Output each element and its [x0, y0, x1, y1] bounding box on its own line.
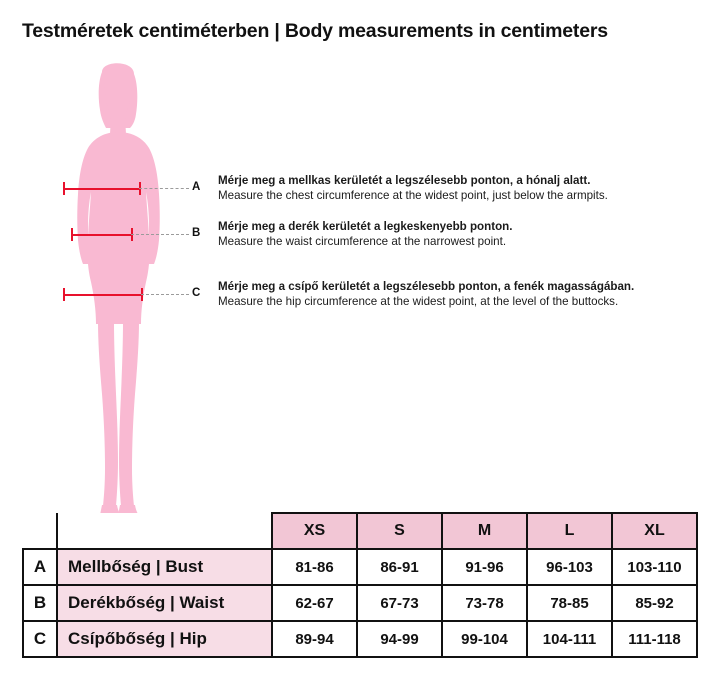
hip-m: 99-104 [442, 621, 527, 657]
waist-l: 78-85 [527, 585, 612, 621]
waist-s: 67-73 [357, 585, 442, 621]
waist-xs: 62-67 [272, 585, 357, 621]
page-title: Testméretek centiméterben | Body measurements in centimeters [22, 20, 608, 42]
bust-xl: 103-110 [612, 549, 697, 585]
instruction-waist-hu: Mérje meg a derék kerületét a legkeskenyebb ponton. [218, 220, 513, 233]
size-chart-table [22, 512, 698, 658]
body-silhouette-svg [38, 58, 218, 528]
hip-xl: 111-118 [612, 621, 697, 657]
hip-l: 104-111 [527, 621, 612, 657]
instruction-bust [218, 173, 608, 204]
header-blank-name [57, 513, 272, 549]
row-code-c: C [23, 621, 57, 657]
leader-line-waist [131, 234, 189, 235]
measure-label-a: A [192, 181, 201, 193]
measure-line-waist [71, 234, 133, 236]
instruction-hip-hu: Mérje meg a csípő kerületét a legszélesebb ponton, a fenék magasságában. [218, 280, 635, 293]
waist-m: 73-78 [442, 585, 527, 621]
instruction-bust-en: Measure the chest circumference at the widest point, just below the armpits. [218, 189, 608, 203]
row-code-a: A [23, 549, 57, 585]
hip-xs: 89-94 [272, 621, 357, 657]
table-row [23, 585, 697, 621]
header-blank-code [23, 513, 57, 549]
table-row [23, 549, 697, 585]
instruction-waist-en: Measure the waist circumference at the narrowest point. [218, 235, 507, 249]
measure-cap-hip-left [63, 288, 65, 301]
table-header-row [23, 513, 697, 549]
header-size-xl: XL [612, 513, 697, 549]
table-row [23, 621, 697, 657]
instruction-hip [218, 279, 634, 310]
row-name-waist: Derékbőség | Waist [57, 585, 272, 621]
header-size-xs: XS [272, 513, 357, 549]
measure-cap-waist-left [71, 228, 73, 241]
leader-line-hip [141, 294, 189, 295]
leader-line-bust [139, 188, 189, 189]
instruction-bust-hu: Mérje meg a mellkas kerületét a legszélesebb ponton, a hónalj alatt. [218, 174, 591, 187]
bust-m: 91-96 [442, 549, 527, 585]
instruction-waist [218, 219, 512, 250]
female-body-illustration [38, 58, 218, 528]
instruction-hip-en: Measure the hip circumference at the widest point, at the level of the buttocks. [218, 295, 619, 309]
header-size-s: S [357, 513, 442, 549]
row-name-bust: Mellbőség | Bust [57, 549, 272, 585]
measure-cap-bust-left [63, 182, 65, 195]
measure-label-c: C [192, 287, 201, 299]
row-code-b: B [23, 585, 57, 621]
row-name-hip: Csípőbőség | Hip [57, 621, 272, 657]
measure-line-bust [63, 188, 141, 190]
bust-l: 96-103 [527, 549, 612, 585]
hip-s: 94-99 [357, 621, 442, 657]
header-size-m: M [442, 513, 527, 549]
bust-xs: 81-86 [272, 549, 357, 585]
measure-label-b: B [192, 227, 201, 239]
waist-xl: 85-92 [612, 585, 697, 621]
measure-line-hip [63, 294, 143, 296]
header-size-l: L [527, 513, 612, 549]
bust-s: 86-91 [357, 549, 442, 585]
